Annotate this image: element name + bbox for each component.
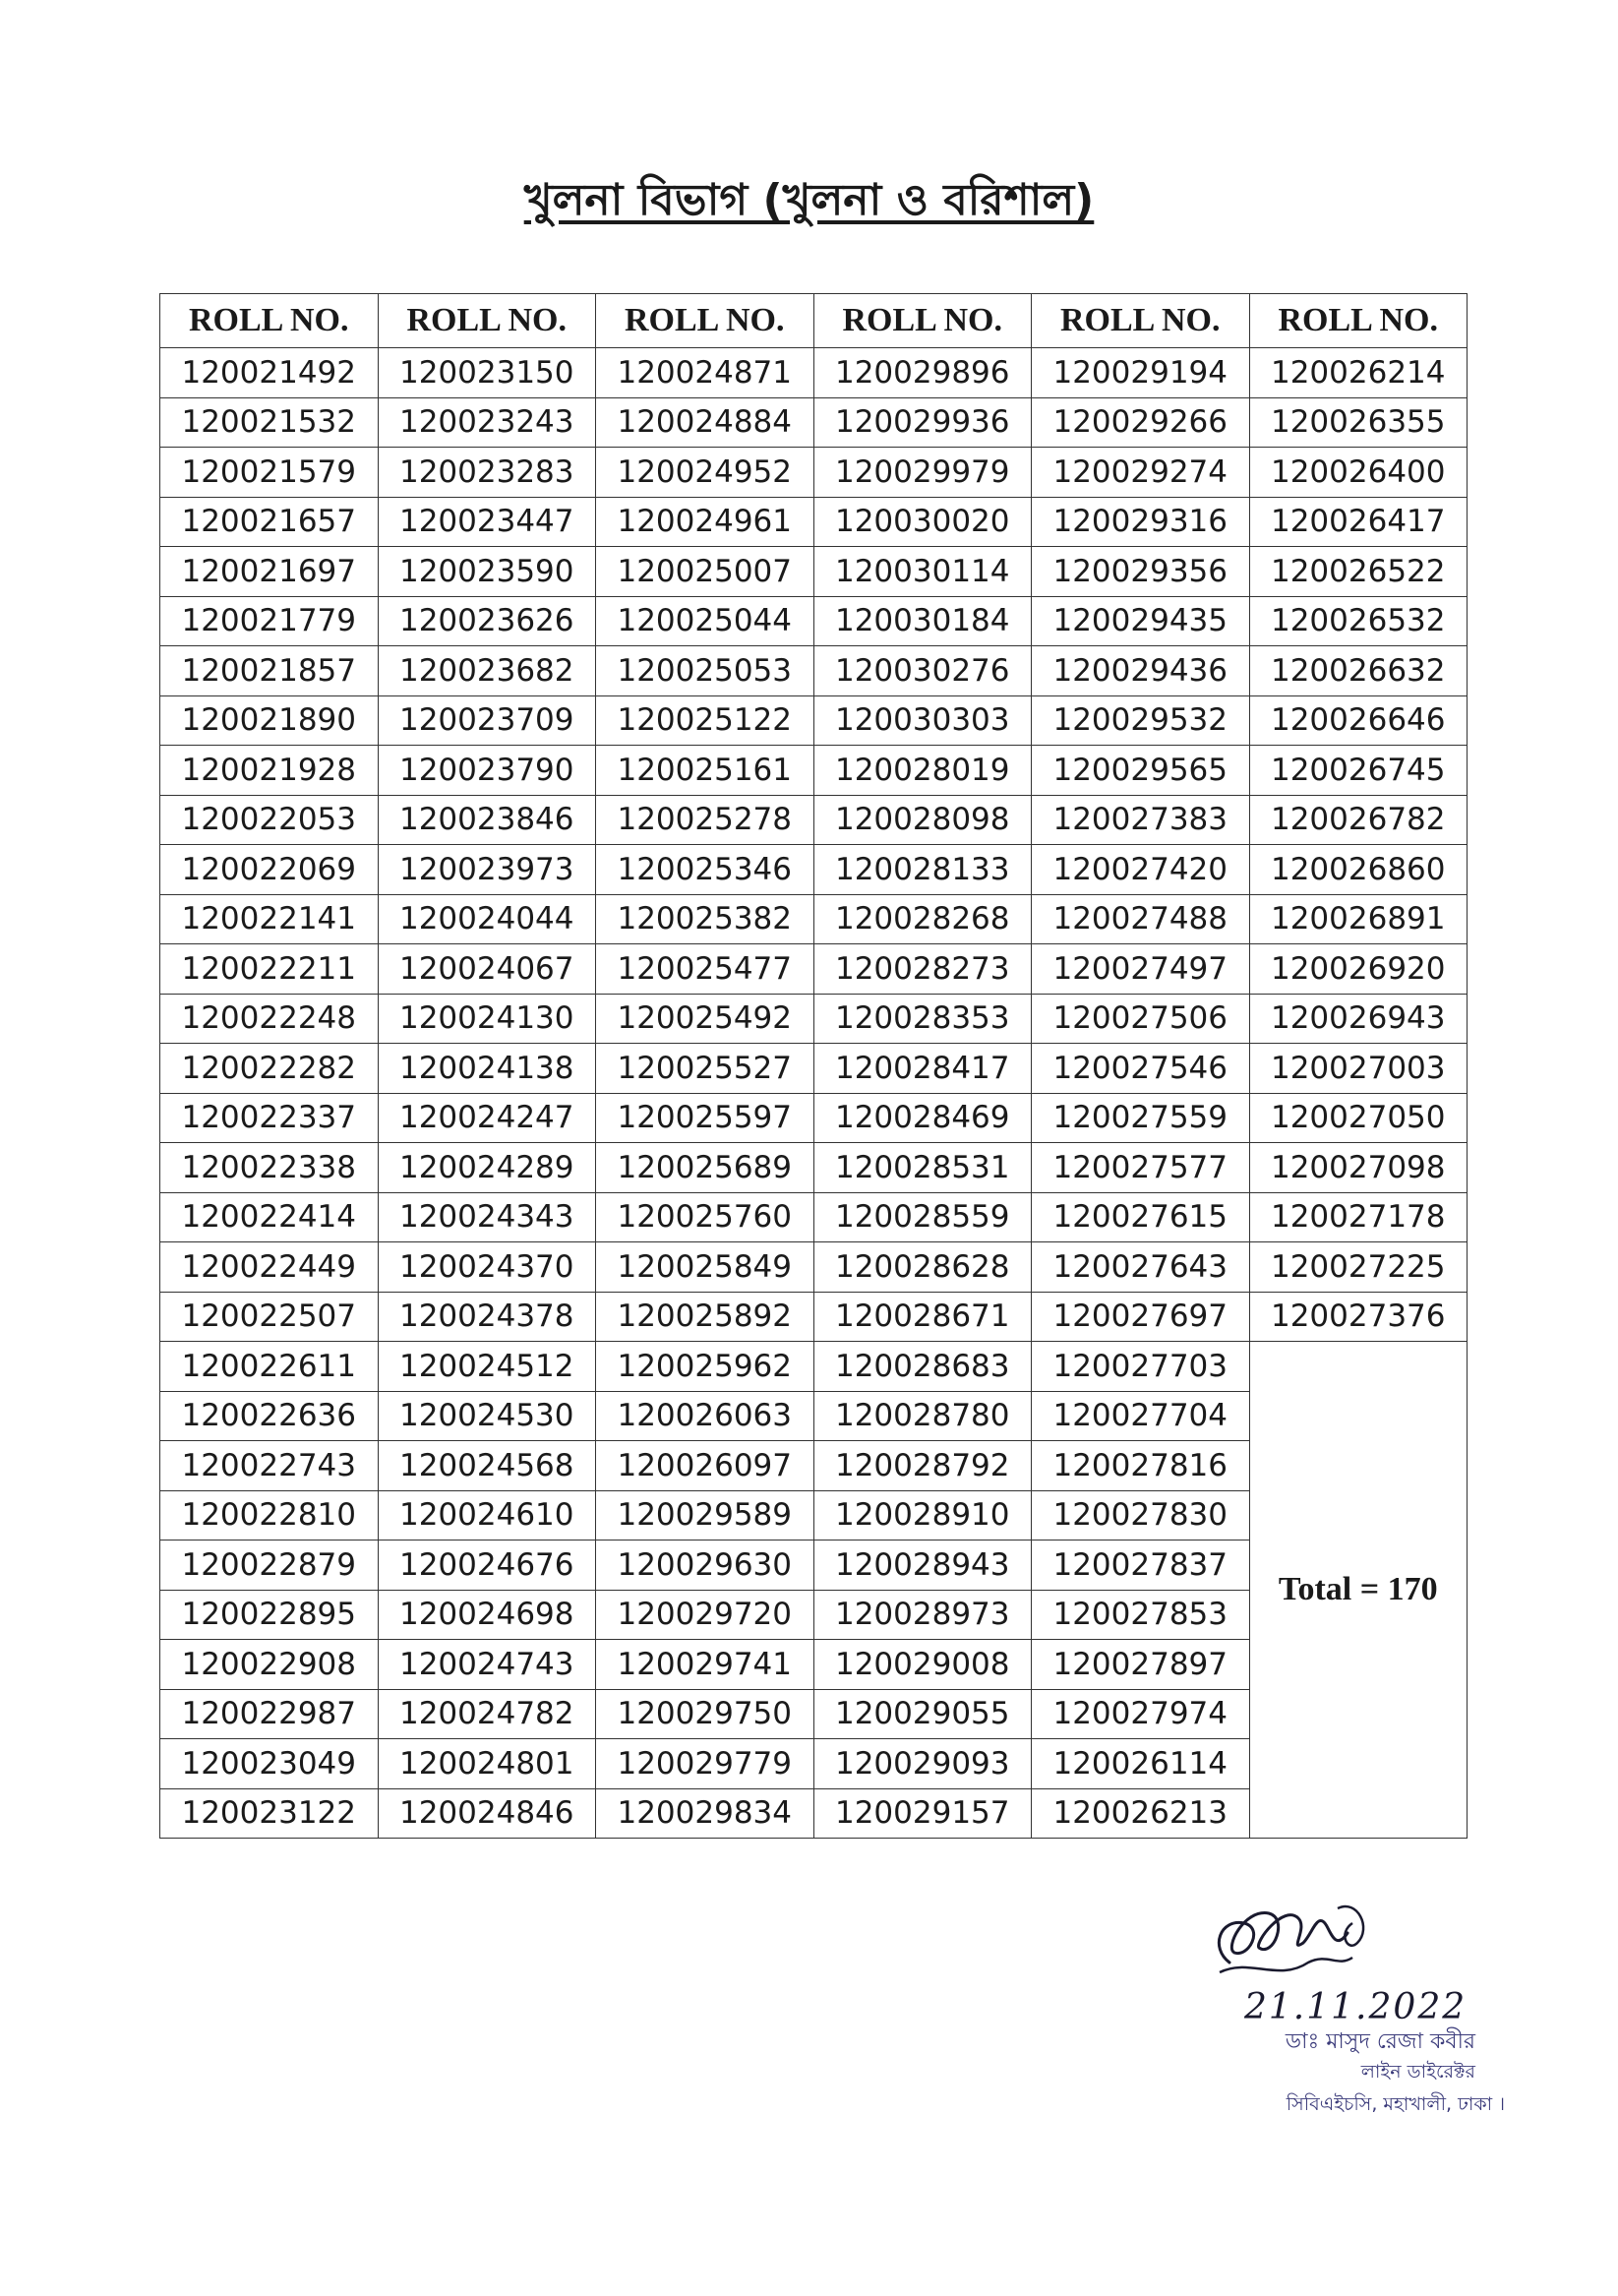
table-row: [160, 348, 1468, 398]
roll-number-cell: 120029316: [1032, 497, 1250, 547]
table-row: [160, 894, 1468, 944]
roll-number-cell: 120026355: [1249, 397, 1468, 448]
roll-number-cell: 120027837: [1032, 1541, 1250, 1591]
roll-number-cell: 120029834: [596, 1788, 814, 1839]
roll-number-cell: 120022879: [160, 1541, 379, 1591]
roll-number-cell: 120024871: [596, 348, 814, 398]
roll-number-cell: 120027546: [1032, 1044, 1250, 1094]
table-header-row: [160, 294, 1468, 348]
page-title-text: খুলনা বিভাগ (খুলনা ও বরিশাল): [523, 175, 1095, 225]
roll-number-cell: 120027383: [1032, 795, 1250, 845]
roll-number-cell: 120022282: [160, 1044, 379, 1094]
roll-number-cell: 120023122: [160, 1788, 379, 1839]
roll-number-cell: 120022141: [160, 894, 379, 944]
roll-number-cell: 120024610: [378, 1490, 596, 1541]
roll-number-cell: 120026213: [1032, 1788, 1250, 1839]
roll-number-cell: 120024378: [378, 1292, 596, 1342]
signatory-office: সিবিএইচসি, মহাখালী, ঢাকা ।: [1286, 2093, 1505, 2115]
roll-number-cell: 120027703: [1032, 1342, 1250, 1392]
roll-number-cell: 120024343: [378, 1192, 596, 1242]
roll-number-cell: 120024130: [378, 994, 596, 1044]
roll-number-cell: 120023790: [378, 746, 596, 796]
roll-number-cell: 120025161: [596, 746, 814, 796]
table-row: [160, 1342, 1468, 1392]
roll-number-cell: 120023590: [378, 547, 596, 597]
roll-number-cell: 120021779: [160, 596, 379, 646]
roll-number-cell: 120028469: [813, 1093, 1032, 1143]
roll-number-cell: 120022810: [160, 1490, 379, 1541]
roll-number-cell: 120029896: [813, 348, 1032, 398]
roll-number-cell: 120022449: [160, 1242, 379, 1293]
roll-number-cell: 120028531: [813, 1143, 1032, 1193]
table-row: [160, 944, 1468, 995]
table-row: [160, 1143, 1468, 1193]
roll-number-cell: 120023709: [378, 695, 596, 746]
roll-number-cell: 120022053: [160, 795, 379, 845]
column-header-roll-no: ROLL NO.: [160, 294, 379, 348]
roll-number-cell: 120030114: [813, 547, 1032, 597]
roll-number-cell: 120027506: [1032, 994, 1250, 1044]
table-row: [160, 1044, 1468, 1094]
roll-number-cell: 120028910: [813, 1490, 1032, 1541]
table-row: [160, 1192, 1468, 1242]
roll-number-cell: 120025346: [596, 845, 814, 895]
roll-number-cell: 120026920: [1249, 944, 1468, 995]
roll-number-cell: 120022908: [160, 1640, 379, 1690]
roll-number-cell: 120027050: [1249, 1093, 1468, 1143]
roll-number-cell: 120029936: [813, 397, 1032, 448]
roll-number-cell: 120029157: [813, 1788, 1032, 1839]
roll-number-cell: 120023150: [378, 348, 596, 398]
table-row: [160, 746, 1468, 796]
roll-number-cell: 120029008: [813, 1640, 1032, 1690]
roll-number-cell: 120029435: [1032, 596, 1250, 646]
roll-number-cell: 120029356: [1032, 547, 1250, 597]
roll-number-cell: 120029720: [596, 1590, 814, 1640]
roll-number-cell: 120024698: [378, 1590, 596, 1640]
roll-number-cell: 120029741: [596, 1640, 814, 1690]
roll-number-cell: 120027497: [1032, 944, 1250, 995]
roll-number-cell: 120024676: [378, 1541, 596, 1591]
roll-number-cell: 120026522: [1249, 547, 1468, 597]
roll-number-cell: 120026782: [1249, 795, 1468, 845]
roll-number-cell: 120024952: [596, 448, 814, 498]
roll-number-cell: 120029779: [596, 1739, 814, 1789]
table-row: [160, 1292, 1468, 1342]
roll-number-cell: 120026214: [1249, 348, 1468, 398]
roll-number-cell: 120027853: [1032, 1590, 1250, 1640]
roll-number-cell: 120029532: [1032, 695, 1250, 746]
roll-number-cell: 120028273: [813, 944, 1032, 995]
roll-number-cell: 120025122: [596, 695, 814, 746]
roll-number-cell: 120025477: [596, 944, 814, 995]
roll-number-cell: 120024289: [378, 1143, 596, 1193]
roll-number-cell: 120022611: [160, 1342, 379, 1392]
table-row: [160, 448, 1468, 498]
roll-number-cell: 120027178: [1249, 1192, 1468, 1242]
roll-number-cell: 120025597: [596, 1093, 814, 1143]
roll-number-cell: 120022338: [160, 1143, 379, 1193]
roll-number-cell: 120021890: [160, 695, 379, 746]
roll-number-cell: 120025053: [596, 646, 814, 696]
roll-number-cell: 120024782: [378, 1689, 596, 1739]
roll-number-cell: 120028792: [813, 1441, 1032, 1491]
roll-number-cell: 120027830: [1032, 1490, 1250, 1541]
roll-number-cell: 120022743: [160, 1441, 379, 1491]
roll-number-cell: 120029565: [1032, 746, 1250, 796]
roll-number-cell: 120029750: [596, 1689, 814, 1739]
table-row: [160, 497, 1468, 547]
roll-number-cell: 120026097: [596, 1441, 814, 1491]
table-row: [160, 646, 1468, 696]
roll-number-cell: 120028353: [813, 994, 1032, 1044]
roll-number-cell: 120024884: [596, 397, 814, 448]
roll-number-cell: 120026646: [1249, 695, 1468, 746]
roll-number-cell: 120027003: [1249, 1044, 1468, 1094]
roll-number-cell: 120022414: [160, 1192, 379, 1242]
roll-number-cell: 120021697: [160, 547, 379, 597]
roll-number-cell: 120023626: [378, 596, 596, 646]
roll-number-cell: 120026114: [1032, 1739, 1250, 1789]
roll-number-cell: 120026417: [1249, 497, 1468, 547]
roll-number-cell: 120027704: [1032, 1391, 1250, 1441]
roll-number-cell: 120026400: [1249, 448, 1468, 498]
roll-number-table: [159, 293, 1468, 1839]
roll-number-cell: 120024370: [378, 1242, 596, 1293]
roll-number-cell: 120022211: [160, 944, 379, 995]
roll-number-cell: 120028417: [813, 1044, 1032, 1094]
roll-number-cell: 120028943: [813, 1541, 1032, 1591]
signature-date: 21.11.2022: [1244, 1987, 1468, 2027]
roll-number-cell: 120026063: [596, 1391, 814, 1441]
roll-number-cell: 120028019: [813, 746, 1032, 796]
signature-block: [1170, 1889, 1505, 2115]
roll-number-cell: 120028973: [813, 1590, 1032, 1640]
roll-number-cell: 120024743: [378, 1640, 596, 1690]
roll-number-cell: 120026632: [1249, 646, 1468, 696]
roll-number-cell: 120024044: [378, 894, 596, 944]
table-row: [160, 1242, 1468, 1293]
roll-number-cell: 120028268: [813, 894, 1032, 944]
roll-number-cell: 120028559: [813, 1192, 1032, 1242]
table-row: [160, 695, 1468, 746]
roll-number-cell: 120024961: [596, 497, 814, 547]
table-row: [160, 795, 1468, 845]
roll-number-cell: 120025492: [596, 994, 814, 1044]
roll-number-cell: 120024512: [378, 1342, 596, 1392]
roll-number-cell: 120027615: [1032, 1192, 1250, 1242]
roll-number-cell: 120027897: [1032, 1640, 1250, 1690]
roll-number-cell: 120029055: [813, 1689, 1032, 1739]
table-row: [160, 1093, 1468, 1143]
roll-number-cell: 120025527: [596, 1044, 814, 1094]
roll-number-cell: 120024067: [378, 944, 596, 995]
column-header-roll-no: ROLL NO.: [1032, 294, 1250, 348]
roll-number-cell: 120023846: [378, 795, 596, 845]
table-row: [160, 397, 1468, 448]
table-body: [160, 348, 1468, 1839]
roll-number-cell: 120027098: [1249, 1143, 1468, 1193]
roll-number-cell: 120029979: [813, 448, 1032, 498]
signatory-designation: লাইন ডাইরেক্টর: [1360, 2061, 1475, 2083]
roll-number-cell: 120027643: [1032, 1242, 1250, 1293]
roll-number-cell: 120030020: [813, 497, 1032, 547]
roll-number-cell: 120027559: [1032, 1093, 1250, 1143]
roll-number-cell: 120021857: [160, 646, 379, 696]
roll-number-cell: 120028098: [813, 795, 1032, 845]
roll-number-cell: 120030303: [813, 695, 1032, 746]
roll-number-cell: 120027376: [1249, 1292, 1468, 1342]
roll-number-cell: 120029194: [1032, 348, 1250, 398]
roll-number-cell: 120025689: [596, 1143, 814, 1193]
roll-number-cell: 120023049: [160, 1739, 379, 1789]
roll-number-cell: 120027488: [1032, 894, 1250, 944]
roll-number-cell: 120022987: [160, 1689, 379, 1739]
roll-number-cell: 120025382: [596, 894, 814, 944]
column-header-roll-no: ROLL NO.: [813, 294, 1032, 348]
roll-number-cell: 120025892: [596, 1292, 814, 1342]
roll-number-cell: 120028671: [813, 1292, 1032, 1342]
roll-number-cell: 120030184: [813, 596, 1032, 646]
roll-number-cell: 120025278: [596, 795, 814, 845]
handwritten-signature-icon: [1190, 1889, 1387, 1997]
roll-number-cell: 120024846: [378, 1788, 596, 1839]
roll-number-cell: 120022337: [160, 1093, 379, 1143]
table-row: [160, 845, 1468, 895]
roll-number-cell: 120023682: [378, 646, 596, 696]
roll-number-cell: 120027697: [1032, 1292, 1250, 1342]
roll-number-cell: 120029630: [596, 1541, 814, 1591]
roll-number-cell: 120024138: [378, 1044, 596, 1094]
roll-number-cell: 120024530: [378, 1391, 596, 1441]
roll-number-cell: 120025007: [596, 547, 814, 597]
table-row: [160, 994, 1468, 1044]
roll-number-cell: 120024568: [378, 1441, 596, 1491]
roll-number-cell: 120025760: [596, 1192, 814, 1242]
roll-number-cell: 120024801: [378, 1739, 596, 1789]
column-header-roll-no: ROLL NO.: [378, 294, 596, 348]
roll-number-cell: 120021579: [160, 448, 379, 498]
table-row: [160, 547, 1468, 597]
roll-number-cell: 120022069: [160, 845, 379, 895]
roll-number-cell: 120022636: [160, 1391, 379, 1441]
column-header-roll-no: ROLL NO.: [596, 294, 814, 348]
signatory-name: ডাঃ মাসুদ রেজা কবীর: [1285, 2029, 1475, 2054]
roll-number-cell: 120027974: [1032, 1689, 1250, 1739]
roll-number-cell: 120029589: [596, 1490, 814, 1541]
roll-number-cell: 120021492: [160, 348, 379, 398]
roll-number-cell: 120023973: [378, 845, 596, 895]
roll-number-cell: 120023283: [378, 448, 596, 498]
table-row: [160, 596, 1468, 646]
roll-number-cell: 120025849: [596, 1242, 814, 1293]
roll-number-cell: 120021928: [160, 746, 379, 796]
roll-number-cell: 120024247: [378, 1093, 596, 1143]
roll-number-cell: 120029274: [1032, 448, 1250, 498]
total-count-cell: Total = 170: [1249, 1342, 1468, 1839]
roll-number-cell: 120026745: [1249, 746, 1468, 796]
roll-number-cell: 120022507: [160, 1292, 379, 1342]
roll-number-cell: 120023243: [378, 397, 596, 448]
page-title: [0, 167, 1618, 239]
roll-number-cell: 120021657: [160, 497, 379, 547]
roll-number-cell: 120027577: [1032, 1143, 1250, 1193]
roll-number-cell: 120029093: [813, 1739, 1032, 1789]
roll-number-cell: 120027816: [1032, 1441, 1250, 1491]
roll-number-cell: 120022895: [160, 1590, 379, 1640]
roll-number-cell: 120029266: [1032, 397, 1250, 448]
roll-number-cell: 120028133: [813, 845, 1032, 895]
roll-number-cell: 120027225: [1249, 1242, 1468, 1293]
column-header-roll-no: ROLL NO.: [1249, 294, 1468, 348]
roll-number-cell: 120021532: [160, 397, 379, 448]
roll-number-cell: 120026860: [1249, 845, 1468, 895]
roll-number-cell: 120023447: [378, 497, 596, 547]
roll-number-cell: 120026532: [1249, 596, 1468, 646]
roll-number-cell: 120028780: [813, 1391, 1032, 1441]
roll-number-cell: 120025044: [596, 596, 814, 646]
roll-number-cell: 120029436: [1032, 646, 1250, 696]
roll-number-cell: 120025962: [596, 1342, 814, 1392]
roll-number-cell: 120028628: [813, 1242, 1032, 1293]
roll-number-cell: 120026943: [1249, 994, 1468, 1044]
roll-number-cell: 120030276: [813, 646, 1032, 696]
roll-number-cell: 120027420: [1032, 845, 1250, 895]
roll-number-cell: 120022248: [160, 994, 379, 1044]
roll-number-cell: 120028683: [813, 1342, 1032, 1392]
roll-number-cell: 120026891: [1249, 894, 1468, 944]
